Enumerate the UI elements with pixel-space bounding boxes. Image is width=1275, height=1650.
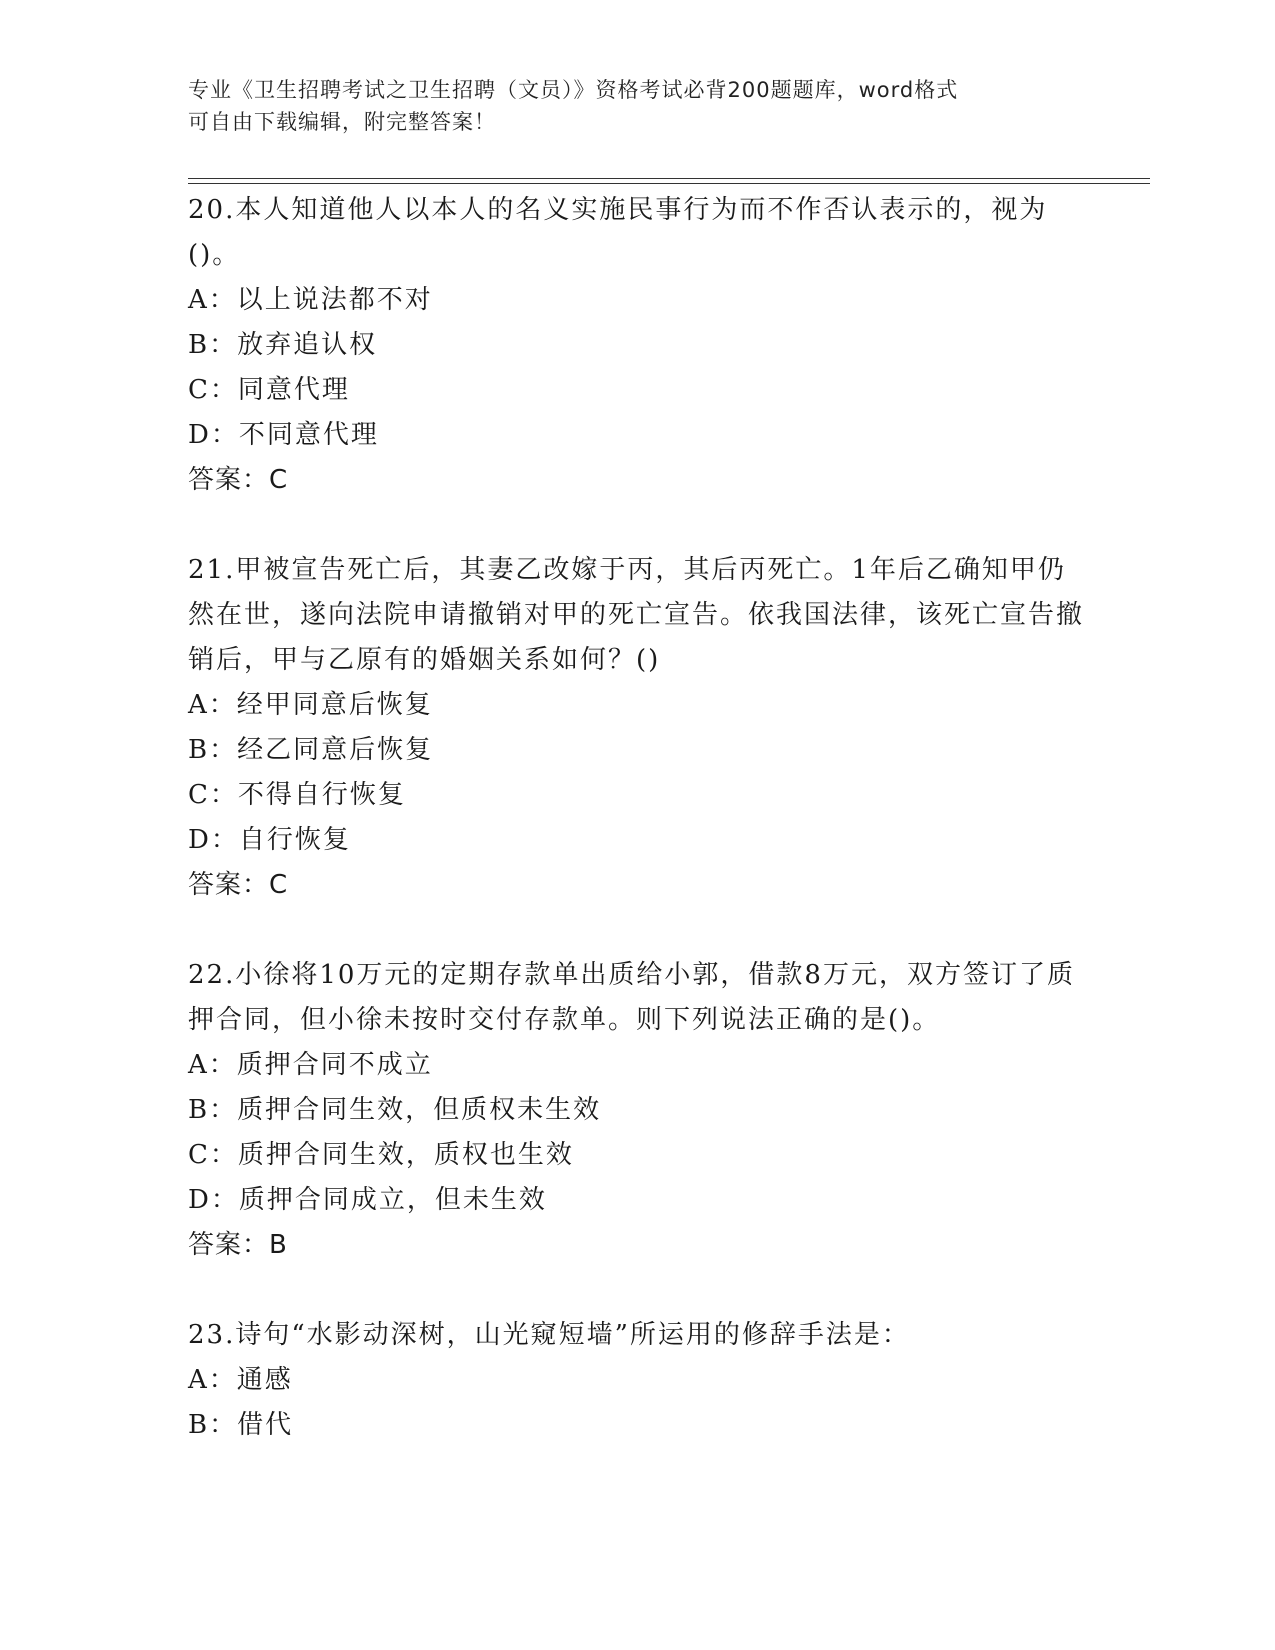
option-c: C：不得自行恢复 [188,780,406,810]
question-22 [188,953,1088,1268]
option-d: D：自行恢复 [188,825,351,855]
answer-label: 答案：C [188,465,289,495]
option-a: A：通感 [188,1365,293,1395]
document-header [188,74,1068,138]
question-text: 22.小徐将10万元的定期存款单出质给小郭，借款8万元，双方签订了质押合同，但小徐未按时交付存款单。则下列说法正确的是()。 [188,960,1075,1035]
option-a: A：以上说法都不对 [188,285,433,315]
option-b: B：质押合同生效，但质权未生效 [188,1095,602,1125]
header-divider-top [188,178,1150,179]
question-text: 21.甲被宣告死亡后，其妻乙改嫁于丙，其后丙死亡。1年后乙确知甲仍然在世，遂向法院申请撤销对甲的死亡宣告。依我国法律，该死亡宣告撤销后，甲与乙原有的婚姻关系如何？() [188,555,1085,675]
header-line-1: 专业《卫生招聘考试之卫生招聘（文员）》资格考试必背200题题库，word格式 [188,78,959,102]
option-a: A：经甲同意后恢复 [188,690,433,720]
option-c: C：质押合同生效，质权也生效 [188,1140,574,1170]
question-list [188,188,1088,1493]
question-23 [188,1313,1088,1448]
option-d: D：不同意代理 [188,420,379,450]
question-20 [188,188,1088,503]
answer-label: 答案：B [188,1230,288,1260]
option-c: C：同意代理 [188,375,350,405]
option-b: B：经乙同意后恢复 [188,735,434,765]
option-b: B：借代 [188,1410,294,1440]
question-text: 20.本人知道他人以本人的名义实施民事行为而不作否认表示的，视为()。 [188,195,1048,270]
header-line-2: 可自由下载编辑，附完整答案！ [188,110,496,134]
option-b: B：放弃追认权 [188,330,378,360]
header-divider-bottom [188,183,1150,184]
question-21 [188,548,1088,908]
question-text: 23.诗句“水影动深树，山光窥短墙”所运用的修辞手法是： [188,1320,910,1350]
option-a: A：质押合同不成立 [188,1050,433,1080]
answer-label: 答案：C [188,870,289,900]
option-d: D：质押合同成立，但未生效 [188,1185,547,1215]
